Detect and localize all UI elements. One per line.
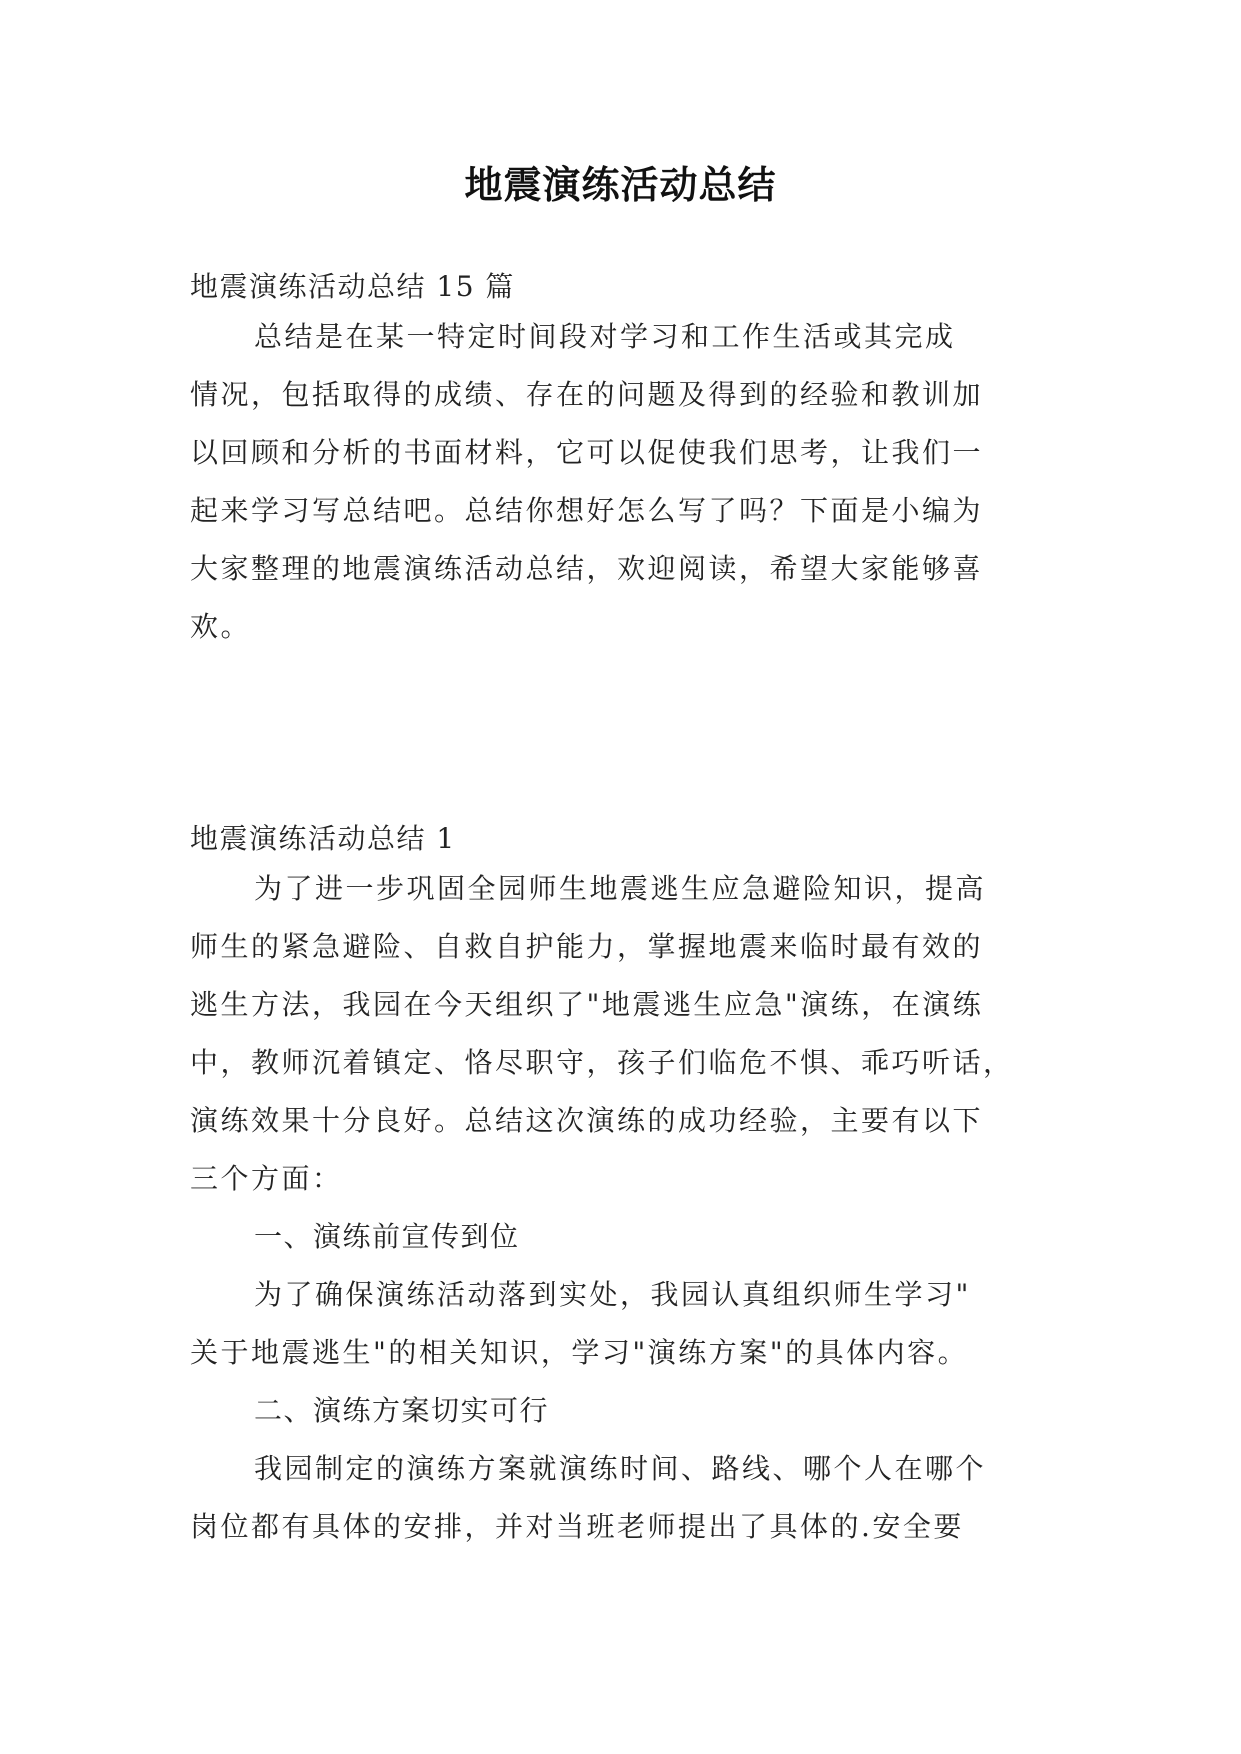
paragraph-line: 起来学习写总结吧。总结你想好怎么写了吗？下面是小编为	[190, 494, 984, 527]
paragraph-line: 总结是在某一特定时间段对学习和工作生活或其完成	[254, 320, 956, 353]
paragraph-line: 欢。	[190, 610, 252, 643]
point1-heading: 一、演练前宣传到位	[254, 1220, 520, 1253]
section1-paragraph	[190, 860, 1050, 1208]
paragraph-line: 三个方面：	[190, 1162, 343, 1195]
paragraph-line: 为了确保演练活动落到实处，我园认真组织师生学习"	[254, 1278, 971, 1311]
intro-heading: 地震演练活动总结 15 篇	[190, 270, 515, 303]
paragraph-line: 演练效果十分良好。总结这次演练的成功经验，主要有以下	[190, 1104, 984, 1137]
document-title: 地震演练活动总结	[464, 162, 777, 207]
intro-paragraph	[190, 308, 1050, 656]
paragraph-line: 大家整理的地震演练活动总结，欢迎阅读，希望大家能够喜	[190, 552, 984, 585]
paragraph-line: 关于地震逃生"的相关知识，学习"演练方案"的具体内容。	[190, 1336, 969, 1369]
point2-paragraph	[190, 1440, 1050, 1556]
paragraph-line: 情况，包括取得的成绩、存在的问题及得到的经验和教训加	[190, 378, 984, 411]
point1-paragraph	[190, 1266, 1050, 1382]
paragraph-line: 为了进一步巩固全园师生地震逃生应急避险知识，提高	[254, 872, 987, 905]
point2-heading: 二、演练方案切实可行	[254, 1394, 550, 1427]
paragraph-line: 逃生方法，我园在今天组织了"地震逃生应急"演练，在演练	[190, 988, 984, 1021]
section1-heading: 地震演练活动总结 1	[190, 822, 456, 855]
paragraph-line: 我园制定的演练方案就演练时间、路线、哪个人在哪个	[254, 1452, 987, 1485]
paragraph-line: 师生的紧急避险、自救自护能力，掌握地震来临时最有效的	[190, 930, 984, 963]
paragraph-line: 岗位都有具体的安排，并对当班老师提出了具体的.安全要	[190, 1510, 964, 1543]
paragraph-line: 中，教师沉着镇定、恪尽职守，孩子们临危不惧、乖巧听话，	[190, 1046, 1014, 1079]
paragraph-line: 以回顾和分析的书面材料，它可以促使我们思考，让我们一	[190, 436, 984, 469]
